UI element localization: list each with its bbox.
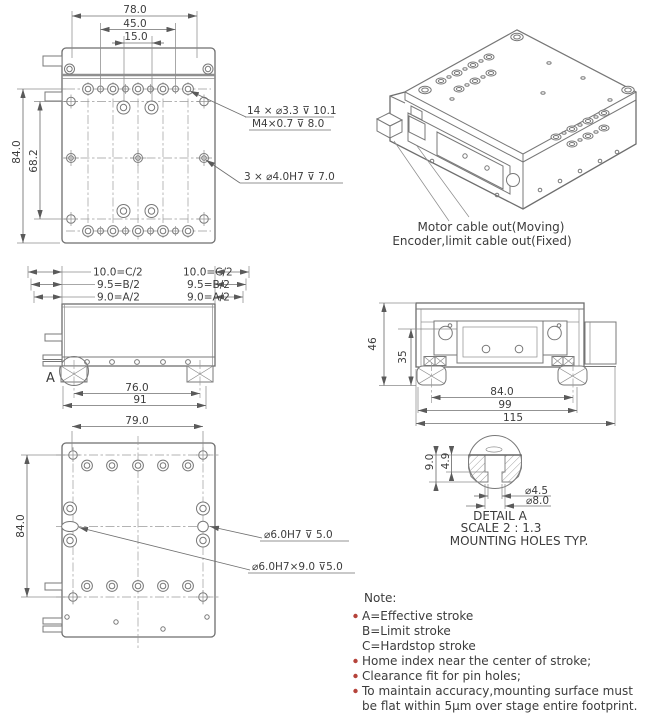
dim-115: 115 [502, 412, 524, 424]
dim-84: 84.0 [11, 140, 23, 164]
dim-stroke-b-left: 9.5=B/2 [97, 279, 140, 291]
detail-a-scale: SCALE 2 : 1.3 [460, 521, 542, 535]
cable-tab [45, 334, 62, 341]
dim-depth-9: 9.0 [424, 453, 436, 471]
front-view [367, 303, 616, 426]
side-view [28, 266, 249, 409]
note-line: Home index near the center of stroke; [362, 654, 592, 668]
callout-dowel: 3 × ⌀4.0H7 ⊽ 7.0 [244, 171, 335, 183]
stroke-dimensions [28, 266, 249, 304]
cable-tab [45, 583, 62, 590]
callout-thread-line2: M4×0.7 ⊽ 8.0 [252, 118, 325, 130]
note-heading: Note: [364, 591, 397, 605]
dim-dia-45: ⌀4.5 [525, 485, 549, 497]
cable-tab [45, 92, 62, 101]
dim-99: 99 [498, 399, 512, 411]
dim-stroke-b-right: 9.5=B/2 [187, 279, 230, 291]
note-line: B=Limit stroke [362, 624, 451, 638]
top-view-body [62, 48, 215, 243]
bottom-view-body [62, 443, 215, 637]
detail-a-marker: A [46, 371, 55, 386]
dim-91: 91 [133, 394, 147, 406]
dim-45: 45.0 [123, 18, 147, 30]
note-bullet [353, 614, 357, 618]
isometric-view [377, 30, 636, 248]
note-line: C=Hardstop stroke [362, 639, 476, 653]
dim-35: 35 [397, 350, 409, 364]
side-view-bottom-dims [63, 382, 206, 409]
dim-76: 76.0 [125, 382, 149, 394]
cable-tab [43, 56, 62, 66]
iso-cylinder [507, 174, 520, 187]
detail-a-caption: MOUNTING HOLES TYP. [449, 534, 589, 548]
label-encoder-cable: Encoder,limit cable out(Fixed) [392, 234, 572, 248]
detail-a-title: DETAIL A [473, 509, 527, 523]
dim-79: 79.0 [125, 415, 149, 427]
callout-pin-hole: ⌀6.0H7 ⊽ 5.0 [264, 529, 333, 541]
cable-tab [43, 362, 62, 367]
note-bullet [353, 674, 357, 678]
cable-tab [43, 355, 62, 360]
bottom-view [15, 415, 355, 648]
note-bullet [353, 659, 357, 663]
dim-15: 15.0 [124, 31, 148, 43]
dim-46: 46 [367, 337, 379, 351]
note-line: be flat within 5μm over stage entire footprint. [362, 699, 638, 713]
cable-tab [43, 618, 62, 624]
slot-pin-hole [62, 522, 79, 532]
dim-84-bottom: 84.0 [15, 514, 27, 538]
detail-a-view [424, 436, 588, 549]
note-bullet [353, 689, 357, 693]
leader-pin-hole [210, 527, 262, 539]
dim-stroke-c-right: 10.0=C/2 [183, 266, 233, 279]
callout-slot-pin-hole: ⌀6.0H7×9.0 ⊽5.0 [252, 561, 343, 573]
round-pin-hole [198, 521, 209, 532]
note-line: Clearance fit for pin holes; [362, 669, 521, 683]
section-hatch-right [502, 455, 522, 482]
top-view [11, 4, 343, 243]
label-motor-cable: Motor cable out(Moving) [417, 220, 565, 234]
dim-stroke-a-right: 9.0=A/2 [187, 291, 230, 304]
cable-tab [43, 626, 62, 632]
dim-84-front: 84.0 [490, 386, 514, 398]
dim-68: 68.2 [28, 149, 40, 173]
note-line: To maintain accuracy,mounting surface must [362, 684, 633, 698]
dim-depth-49: 4.9 [440, 452, 452, 470]
dim-stroke-a-left: 9.0=A/2 [97, 291, 140, 304]
section-hatch-left [469, 455, 489, 482]
callout-thread-line1: 14 × ⌀3.3 ⊽ 10.1 [247, 105, 337, 117]
dim-78: 78.0 [123, 4, 147, 16]
notes [353, 591, 637, 713]
dim-stroke-c-left: 10.0=C/2 [93, 266, 143, 279]
dim-dia-80: ⌀8.0 [526, 495, 550, 507]
note-line: A=Effective stroke [362, 609, 474, 623]
